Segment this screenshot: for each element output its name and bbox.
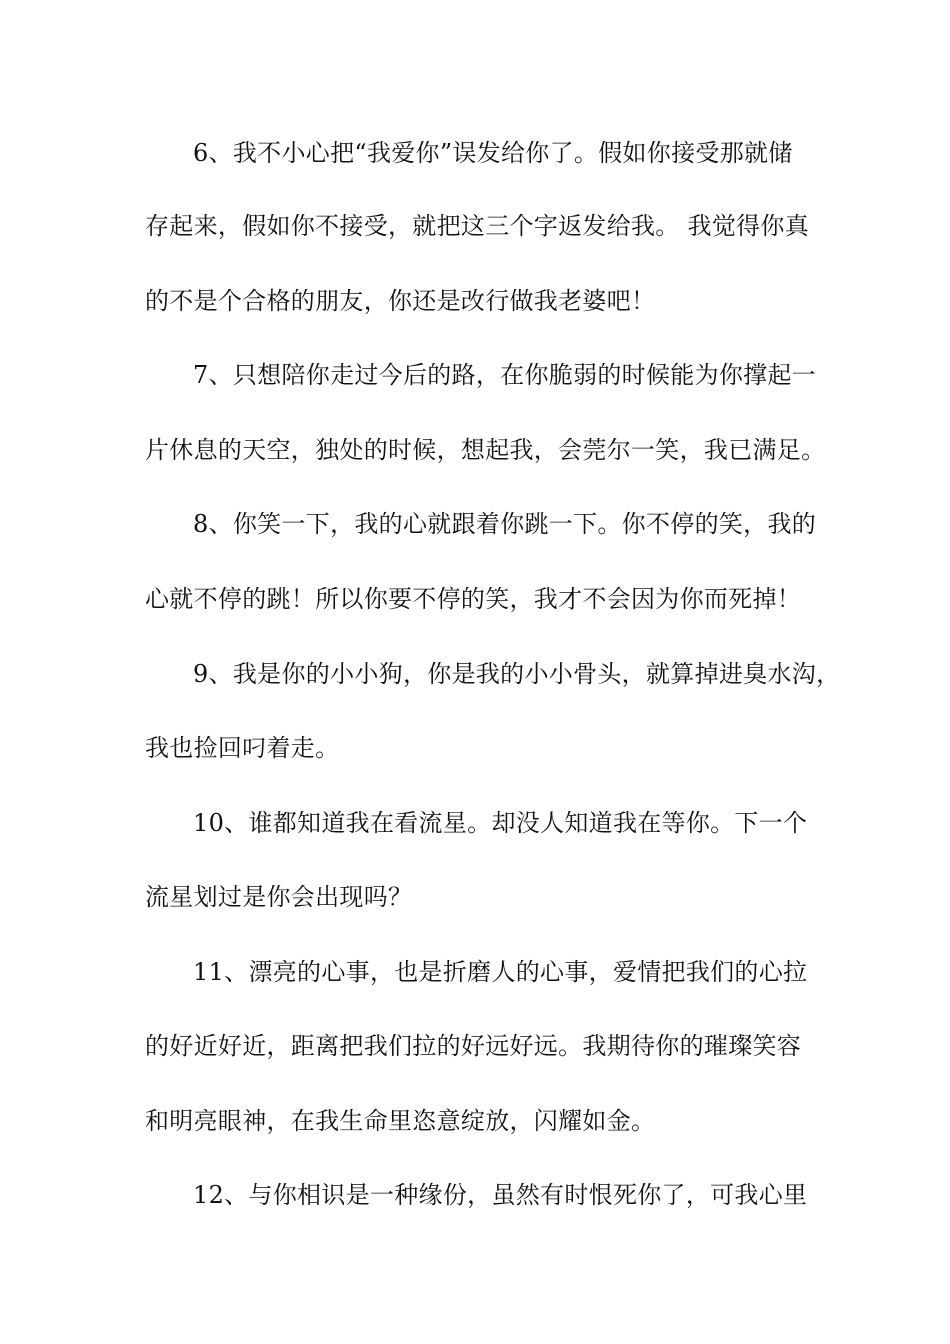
paragraph-10-line-1: 10、谁都知道我在看流星。却没人知道我在等你。下一个 bbox=[193, 809, 808, 837]
paragraph-6-line-3: 的不是个合格的朋友，你还是改行做我老婆吧！ bbox=[145, 287, 656, 315]
paragraph-11-line-1: 11、漂亮的心事，也是折磨人的心事，爱情把我们的心拉 bbox=[193, 958, 808, 986]
paragraph-9-line-1: 9、我是你的小小狗，你是我的小小骨头，就算掉进臭水沟， bbox=[193, 660, 841, 688]
paragraph-8-line-2: 心就不停的跳！所以你要不停的笑，我才不会因为你而死掉！ bbox=[145, 585, 802, 613]
paragraph-6-line-2: 存起来，假如你不接受，就把这三个字返发给我。 我觉得你真 bbox=[145, 212, 810, 240]
paragraph-10-line-2: 流星划过是你会出现吗？ bbox=[145, 883, 413, 911]
paragraph-12-line-1: 12、与你相识是一种缘份，虽然有时恨死你了，可我心里 bbox=[193, 1181, 808, 1209]
paragraph-11-line-2: 的好近好近，距离把我们拉的好远好远。我期待你的璀璨笑容 bbox=[145, 1032, 802, 1060]
paragraph-8-line-1: 8、你笑一下，我的心就跟着你跳一下。你不停的笑，我的 bbox=[193, 510, 817, 538]
paragraph-7-line-1: 7、只想陪你走过今后的路，在你脆弱的时候能为你撑起一 bbox=[193, 361, 817, 389]
paragraph-9-line-2: 我也捡回叼着走。 bbox=[145, 734, 340, 762]
paragraph-7-line-2: 片休息的天空，独处的时候，想起我，会莞尔一笑，我已满足。 bbox=[145, 436, 826, 464]
paragraph-6-line-1: 6、我不小心把“我爱你”误发给你了。假如你接受那就储 bbox=[193, 139, 793, 167]
paragraph-11-line-3: 和明亮眼神，在我生命里恣意绽放，闪耀如金。 bbox=[145, 1107, 656, 1135]
